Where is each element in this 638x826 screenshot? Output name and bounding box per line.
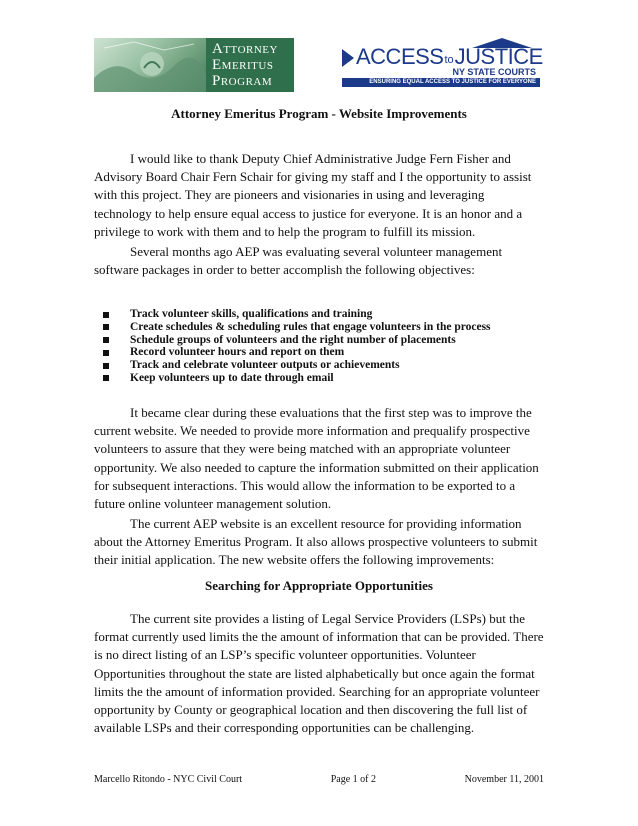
a2j-access-word: ACCESS xyxy=(356,44,444,69)
paragraph-evaluation-text: Several months ago AEP was evaluating several volunteer management software packages in order to better accomplish the following objectives: xyxy=(94,244,503,278)
access-to-justice-logo xyxy=(342,44,543,88)
bullet-square-icon xyxy=(103,363,109,369)
document-title: Attorney Emeritus Program - Website Improvements xyxy=(171,106,467,121)
objective-text: Track volunteer skills, qualifications and training xyxy=(130,308,373,320)
paragraph-evaluation xyxy=(94,243,544,279)
section-heading: Searching for Appropriate Opportunities xyxy=(205,578,433,593)
paragraph-thanks xyxy=(94,150,544,241)
paragraph-current-website xyxy=(94,515,544,570)
footer-page-number: Page 1 of 2 xyxy=(330,774,376,785)
aep-logo-line1: Attorney xyxy=(212,41,278,57)
list-item xyxy=(94,308,554,321)
arrow-icon xyxy=(342,49,354,67)
paragraph-thanks-text: I would like to thank Deputy Chief Administrative Judge Fern Fisher and Advisory Board Chair Fern Schair for giving my staff and I the opportunity to assist with this project. They are pioneers and visionaries in using and leveraging technology to help ensure equal access to justice for everyone. It is an honor and a privilege to work with them and to help the program to fulfill its mission. xyxy=(94,151,532,239)
list-item xyxy=(94,372,554,385)
paragraph-searching-text: The current site provides a listing of Legal Service Providers (LSPs) but the format currently used limits the the amount of information that can be provided. There is no direct listing of an LSP’s specific volunteer opportunities. Volunteer Opportunities throughout the state are listed alphabetically but once again the format limits the the amount of information provided. Searching for an appropriate volunteer opportunity by County or geographical location and then discovering the full list of available LSPs and their corresponding opportunities can be challenging. xyxy=(94,611,544,736)
courthouse-image xyxy=(94,38,206,92)
a2j-to-word: to xyxy=(444,54,454,66)
list-item xyxy=(94,359,554,372)
bullet-square-icon xyxy=(103,324,109,330)
paragraph-first-step-text: It became clear during these evaluations that the first step was to improve the current website. We needed to provide more information and prequalify prospective volunteers to assure that they were being matched with an appropriate volunteer opportunity. We also needed to capture the information submitted on their application for subsequent interactions. This would allow the information to be exported to a future online volunteer management solution. xyxy=(94,405,539,512)
bullet-square-icon xyxy=(103,337,109,343)
page-footer xyxy=(94,774,544,785)
aep-logo-line3: Program xyxy=(212,73,273,89)
footer-date: November 11, 2001 xyxy=(464,774,544,785)
paragraph-first-step xyxy=(94,404,544,513)
list-item xyxy=(94,346,554,359)
objective-text: Record volunteer hours and report on them xyxy=(130,346,345,359)
aep-logo-text xyxy=(206,38,294,92)
objectives-list xyxy=(94,308,554,385)
a2j-tagline: ENSURING EQUAL ACCESS TO JUSTICE FOR EVERYONE xyxy=(342,78,540,87)
objective-text: Schedule groups of volunteers and the right number of placements xyxy=(130,333,456,346)
aep-logo-line2: Emeritus xyxy=(212,57,274,73)
objective-text: Create schedules & scheduling rules that engage volunteers in the process xyxy=(130,320,491,333)
objective-text: Keep volunteers up to date through email xyxy=(130,371,334,384)
bullet-square-icon xyxy=(103,350,109,356)
a2j-justice-word: JUSTICE xyxy=(454,44,543,69)
paragraph-searching xyxy=(94,610,544,737)
paragraph-current-website-text: The current AEP website is an excellent resource for providing information about the Attorney Emeritus Program. It also allows prospective volunteers to submit their initial application. The new website offers the following improvements: xyxy=(94,516,538,568)
a2j-subtitle: NY STATE COURTS xyxy=(452,67,536,77)
bullet-square-icon xyxy=(103,312,109,318)
list-item xyxy=(94,334,554,347)
footer-author: Marcello Ritondo - NYC Civil Court xyxy=(94,774,243,785)
bullet-square-icon xyxy=(103,375,109,381)
list-item xyxy=(94,321,554,334)
objective-text: Track and celebrate volunteer outputs or achievements xyxy=(130,359,400,372)
attorney-emeritus-program-logo xyxy=(94,38,294,92)
